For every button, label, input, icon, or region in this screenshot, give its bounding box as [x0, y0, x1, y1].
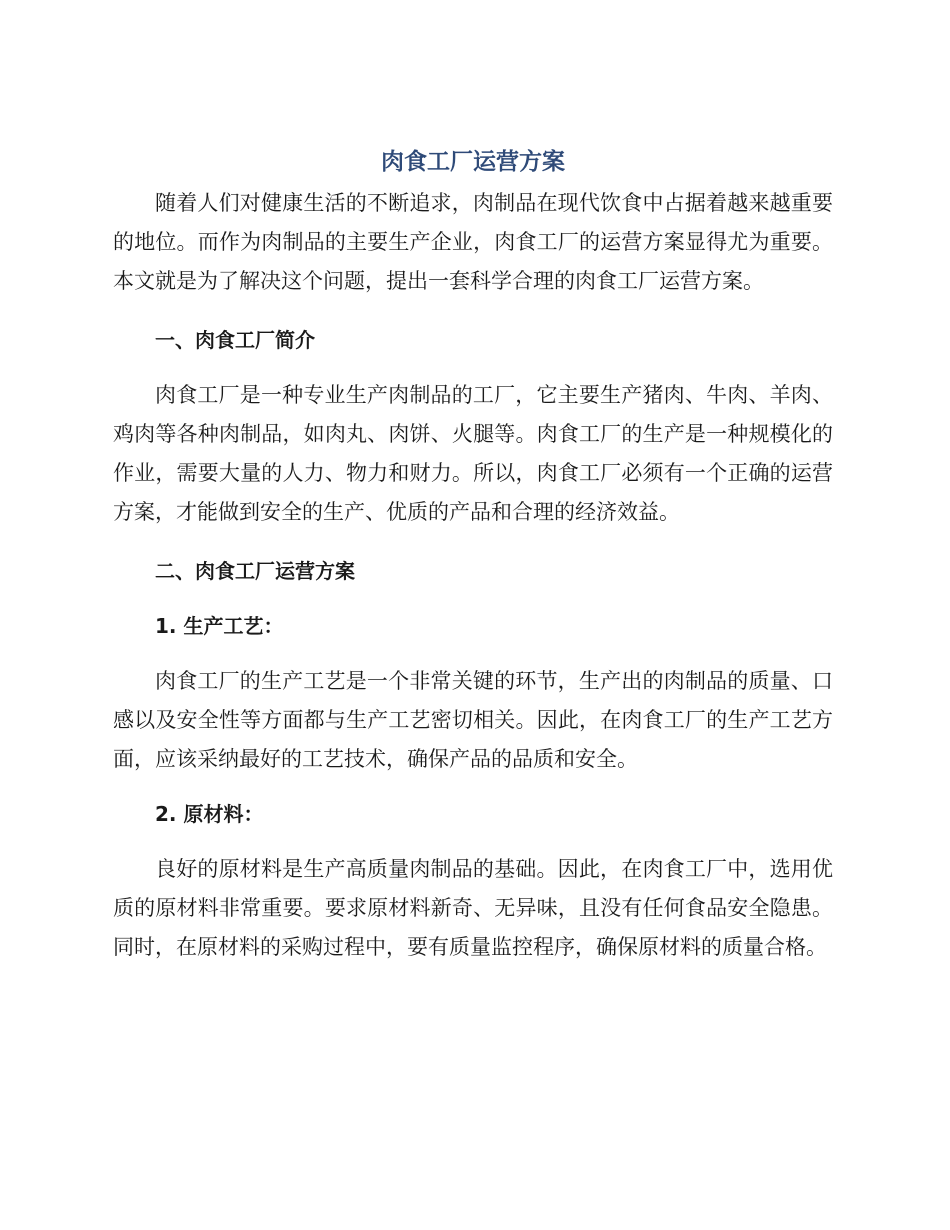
section-heading-plan: 二、肉食工厂运营方案 [155, 559, 355, 583]
section-heading-intro: 一、肉食工厂简介 [155, 328, 315, 352]
document-page [113, 140, 833, 967]
subsection-heading-materials: 2. 原材料： [155, 802, 264, 826]
subsection-paragraph-materials: 良好的原材料是生产高质量肉制品的基础。因此，在肉食工厂中，选用优质的原材料非常重要。要求原材料新奇、无异味，且没有任何食品安全隐患。同时，在原材料的采购过程中，要有质量监控程序，确保原材料的质量合格。 [113, 857, 833, 959]
subsection-heading-process: 1. 生产工艺： [155, 614, 284, 638]
subsection-paragraph-process: 肉食工厂的生产工艺是一个非常关键的环节，生产出的肉制品的质量、口感以及安全性等方面都与生产工艺密切相关。因此，在肉食工厂的生产工艺方面，应该采纳最好的工艺技术，确保产品的品质和安全。 [113, 669, 833, 771]
document-title: 肉食工厂运营方案 [381, 149, 565, 175]
intro-paragraph: 随着人们对健康生活的不断追求，肉制品在现代饮食中占据着越来越重要的地位。而作为肉制品的主要生产企业，肉食工厂的运营方案显得尤为重要。本文就是为了解决这个问题，提出一套科学合理的肉食工厂运营方案。 [113, 191, 833, 293]
section-paragraph-intro: 肉食工厂是一种专业生产肉制品的工厂，它主要生产猪肉、牛肉、羊肉、鸡肉等各种肉制品，如肉丸、肉饼、火腿等。肉食工厂的生产是一种规模化的作业，需要大量的人力、物力和财力。所以，肉食工厂必须有一个正确的运营方案，才能做到安全的生产、优质的产品和合理的经济效益。 [113, 383, 833, 524]
